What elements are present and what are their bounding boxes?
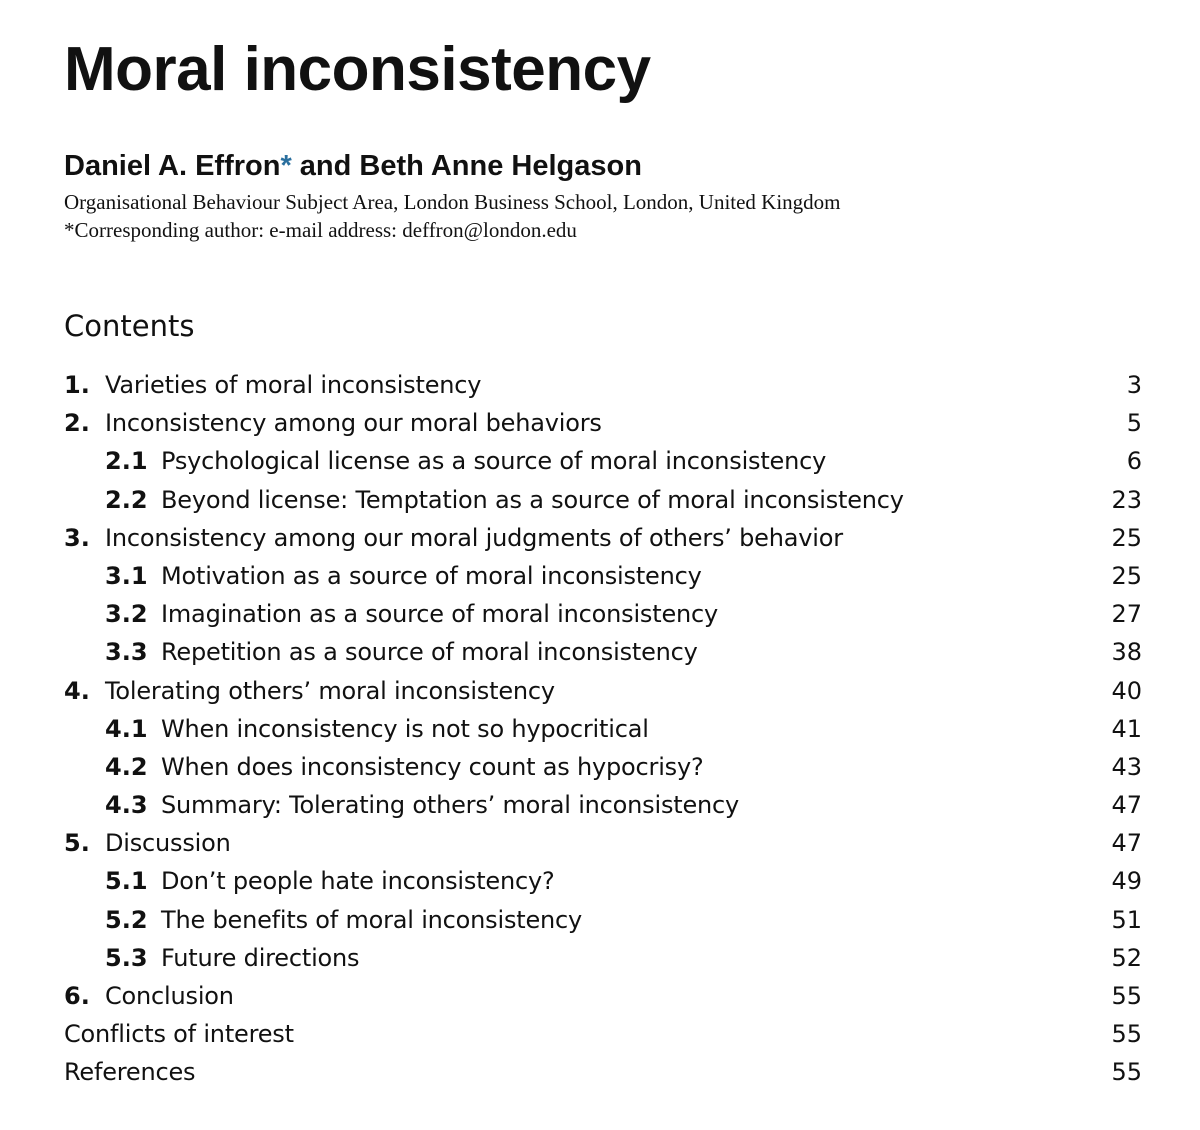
toc-entry-page: 47 [1111, 829, 1142, 858]
table-of-contents [64, 366, 1142, 1092]
author-line [64, 146, 642, 186]
toc-entry-page: 38 [1111, 638, 1142, 667]
toc-entry[interactable] [64, 786, 1142, 824]
toc-entry-number: 5. [64, 829, 90, 858]
toc-entry-page: 49 [1111, 867, 1142, 896]
toc-entry[interactable] [64, 862, 1142, 900]
toc-entry-page: 55 [1111, 982, 1142, 1010]
toc-entry-label: Inconsistency among our moral judgments of others’ behavior [105, 523, 843, 552]
toc-entry[interactable] [64, 633, 1142, 671]
toc-entry-label: Imagination as a source of moral inconsistency [161, 600, 719, 629]
toc-entry-page: 40 [1111, 676, 1142, 705]
toc-entry-number: 3. [64, 523, 90, 552]
toc-entry-page: 27 [1111, 600, 1142, 629]
author-secondary: and Beth Anne Helgason [291, 150, 642, 182]
toc-entry-page: 43 [1111, 752, 1142, 781]
toc-entry-page: 25 [1111, 523, 1142, 552]
affiliation: Organisational Behaviour Subject Area, London Business School, London, United Kingdom [64, 190, 841, 214]
toc-entry-label: When inconsistency is not so hypocritical [161, 714, 649, 743]
toc-entry-page: 25 [1111, 561, 1142, 590]
toc-entry-label: Varieties of moral inconsistency [105, 371, 482, 399]
toc-entry[interactable] [64, 748, 1142, 786]
toc-entry-number: 3.2 [105, 600, 148, 629]
toc-entry-label: Beyond license: Temptation as a source of moral inconsistency [161, 485, 904, 514]
corresponding-author-marker[interactable]: * [280, 150, 292, 182]
toc-entry-number: 6. [64, 982, 90, 1010]
toc-entry-page: 6 [1126, 447, 1142, 476]
toc-entry-label: Motivation as a source of moral inconsistency [161, 561, 702, 590]
toc-entry-number: 2.1 [105, 447, 148, 476]
toc-entry-number: 1. [64, 371, 90, 399]
toc-entry-page: 55 [1111, 1020, 1142, 1049]
toc-entry-label: Summary: Tolerating others’ moral inconsistency [161, 791, 740, 820]
toc-entry-label: Discussion [105, 829, 231, 858]
author-primary: Daniel A. Effron [64, 150, 281, 182]
toc-entry-page: 3 [1126, 371, 1142, 399]
toc-entry-label: Future directions [161, 943, 360, 972]
toc-entry[interactable] [64, 901, 1142, 939]
toc-entry-page: 41 [1111, 714, 1142, 743]
paper-title: Moral inconsistency [64, 35, 651, 104]
toc-entry-label: Repetition as a source of moral inconsistency [161, 638, 698, 667]
toc-entry-page: 55 [1111, 1058, 1142, 1087]
toc-entry-page: 51 [1111, 905, 1142, 934]
contents-heading: Contents [64, 309, 195, 343]
toc-entry[interactable] [64, 939, 1142, 977]
toc-entry-number: 5.1 [105, 867, 148, 896]
toc-entry-label: The benefits of moral inconsistency [161, 905, 583, 934]
toc-entry[interactable] [64, 442, 1142, 480]
toc-entry-number: 4. [64, 676, 90, 705]
toc-entry[interactable] [64, 595, 1142, 633]
toc-entry[interactable] [64, 519, 1142, 557]
toc-entry-number: 5.3 [105, 943, 148, 972]
toc-entry[interactable] [64, 977, 1142, 1015]
toc-entry-number: 4.2 [105, 752, 148, 781]
toc-entry[interactable] [64, 1015, 1142, 1053]
toc-entry[interactable] [64, 366, 1142, 404]
toc-entry-label: References [64, 1058, 196, 1087]
toc-entry-number: 3.1 [105, 561, 148, 590]
toc-entry[interactable] [64, 824, 1142, 862]
toc-entry[interactable] [64, 1053, 1142, 1091]
toc-entry-page: 5 [1126, 409, 1142, 438]
corresponding-author-note: *Corresponding author: e-mail address: deffron@london.edu [64, 218, 577, 242]
toc-entry-label: Don’t people hate inconsistency? [161, 867, 555, 896]
toc-entry-label: Inconsistency among our moral behaviors [105, 409, 602, 438]
toc-entry-label: Conflicts of interest [64, 1020, 294, 1049]
toc-entry-number: 4.1 [105, 714, 148, 743]
toc-entry-page: 47 [1111, 791, 1142, 820]
toc-entry-label: Conclusion [105, 982, 234, 1010]
toc-entry-label: Tolerating others’ moral inconsistency [105, 676, 555, 705]
toc-entry[interactable] [64, 710, 1142, 748]
toc-entry-number: 2. [64, 409, 90, 438]
toc-entry[interactable] [64, 404, 1142, 442]
toc-entry[interactable] [64, 557, 1142, 595]
toc-entry-number: 4.3 [105, 791, 148, 820]
toc-entry-number: 5.2 [105, 905, 148, 934]
toc-entry[interactable] [64, 672, 1142, 710]
toc-entry-page: 52 [1111, 943, 1142, 972]
toc-entry-label: Psychological license as a source of moral inconsistency [161, 447, 827, 476]
toc-entry-label: When does inconsistency count as hypocrisy? [161, 752, 704, 781]
toc-entry-number: 3.3 [105, 638, 148, 667]
toc-entry-page: 23 [1111, 485, 1142, 514]
toc-entry[interactable] [64, 481, 1142, 519]
toc-entry-number: 2.2 [105, 485, 148, 514]
